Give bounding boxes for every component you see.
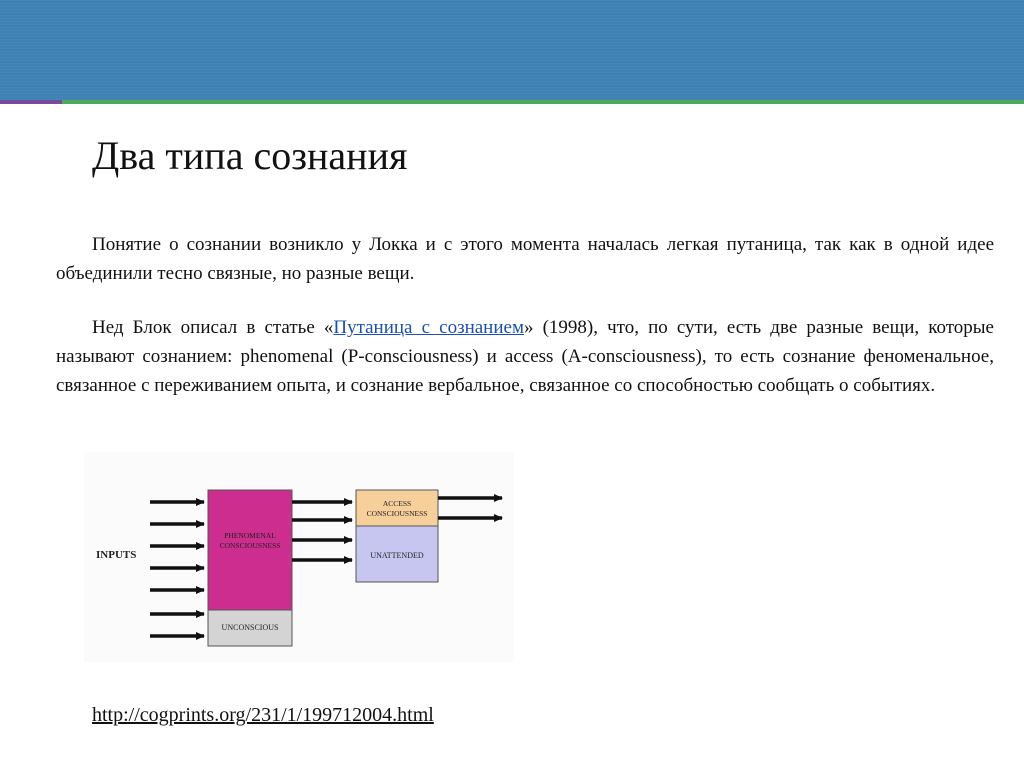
- access-label-line2: CONSCIOUSNESS: [366, 509, 428, 518]
- inputs-label: INPUTS: [96, 549, 137, 561]
- paragraph-block-text-end: » (1998), что, по сути, есть две разные вещи, которые называют сознанием: phenomenal (P-consciousness) и access (A-consciousness), то есть сознание феноменальное, связанное с переживанием опыта, и сознание вербальное, связанное со способностью сообщать о событиях.: [56, 317, 994, 396]
- paragraph-block: [56, 313, 994, 400]
- unattended-label: UNATTENDED: [370, 551, 424, 560]
- article-link[interactable]: Путаница с сознанием: [333, 317, 524, 338]
- slide-title: Два типа сознания: [92, 133, 408, 178]
- header-band: [0, 0, 1024, 100]
- access-label-line1: ACCESS: [382, 499, 412, 508]
- paragraph-block-text-start: Нед Блок описал в статье «: [92, 317, 334, 338]
- access-box: [356, 490, 438, 526]
- paragraph-locke: Понятие о сознании возникло у Локка и с этого момента началась легкая путаница, так как в одной идее объединили тесно связные, но разные вещи.: [56, 234, 994, 284]
- unconscious-label: UNCONSCIOUS: [221, 623, 279, 632]
- source-link[interactable]: http://cogprints.org/231/1/199712004.html: [92, 704, 434, 726]
- header-accent-line: [0, 100, 1024, 104]
- diagram-svg: [84, 452, 514, 662]
- input-arrows: [150, 502, 204, 636]
- output-arrows: [438, 498, 502, 518]
- phenomenal-label-line2: CONSCIOUSNESS: [219, 541, 281, 550]
- phenomenal-box: [208, 490, 292, 610]
- phenomenal-label-line1: PHENOMENAL: [224, 531, 276, 540]
- header-accent-mark: [0, 100, 62, 104]
- consciousness-diagram: [84, 452, 514, 662]
- phenomenal-to-access-arrows: [292, 502, 352, 560]
